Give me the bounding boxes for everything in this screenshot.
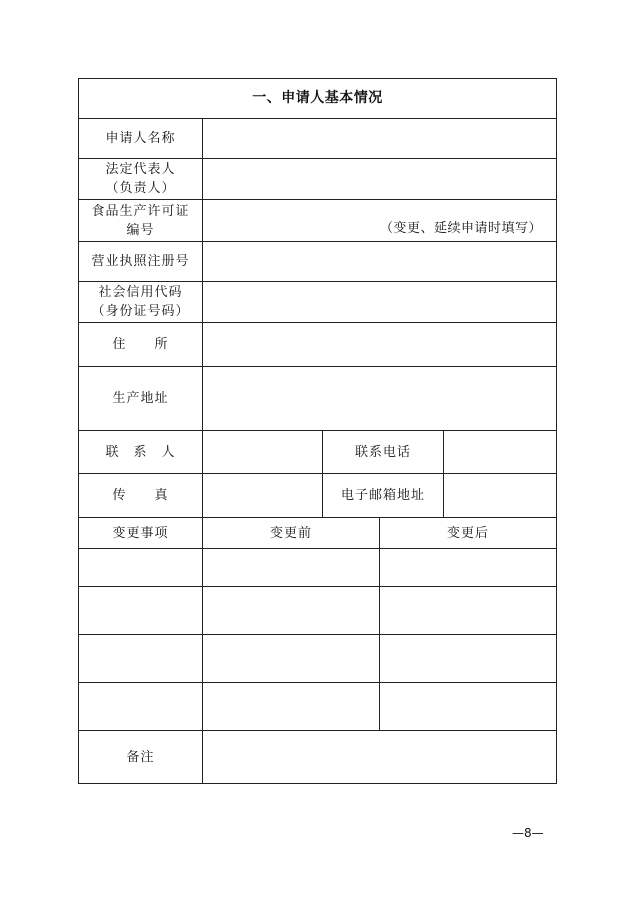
credit-code-label-line1: 社会信用代码: [98, 285, 183, 300]
production-address-label: 生产地址: [79, 367, 203, 430]
changes-after-cell[interactable]: [380, 683, 556, 730]
production-address-value[interactable]: [203, 367, 556, 430]
applicant-name-value[interactable]: [203, 119, 556, 158]
changes-before-header: 变更前: [203, 518, 380, 548]
email-label: 电子邮箱地址: [323, 474, 444, 517]
business-license-label: 营业执照注册号: [79, 242, 203, 281]
legal-rep-label-line2: （负责人）: [105, 181, 176, 196]
legal-rep-value[interactable]: [203, 159, 556, 199]
credit-code-row: [79, 282, 556, 323]
email-value[interactable]: [444, 474, 556, 517]
credit-code-label-line2: （身份证号码）: [91, 304, 190, 319]
license-label: [79, 200, 203, 241]
business-license-row: [79, 242, 556, 282]
changes-item-cell[interactable]: [79, 587, 203, 634]
form-title: 一、申请人基本情况: [252, 90, 383, 106]
production-address-row: [79, 367, 556, 431]
residence-row: [79, 323, 556, 367]
residence-value[interactable]: [203, 323, 556, 366]
changes-after-cell[interactable]: [380, 549, 556, 586]
changes-row: [79, 549, 556, 587]
changes-row: [79, 587, 556, 635]
changes-item-cell[interactable]: [79, 635, 203, 682]
legal-rep-row: [79, 159, 556, 200]
fax-label: 传 真: [79, 474, 203, 517]
fax-value[interactable]: [203, 474, 323, 517]
page-number: —8—: [512, 826, 544, 840]
license-value[interactable]: [203, 200, 556, 241]
credit-code-value[interactable]: [203, 282, 556, 322]
applicant-name-row: [79, 119, 556, 159]
changes-item-cell[interactable]: [79, 549, 203, 586]
changes-after-cell[interactable]: [380, 587, 556, 634]
changes-item-cell[interactable]: [79, 683, 203, 730]
license-label-line2: 编号: [126, 222, 155, 238]
applicant-name-label: 申请人名称: [79, 119, 203, 158]
legal-rep-label: [79, 159, 203, 199]
credit-code-label: [79, 282, 203, 322]
changes-row: [79, 683, 556, 731]
changes-row: [79, 635, 556, 683]
changes-before-cell[interactable]: [203, 587, 380, 634]
changes-before-cell[interactable]: [203, 549, 380, 586]
changes-item-header: 变更事项: [79, 518, 203, 548]
residence-label: 住 所: [79, 323, 203, 366]
phone-value[interactable]: [444, 431, 556, 473]
contact-value[interactable]: [203, 431, 323, 473]
business-license-value[interactable]: [203, 242, 556, 281]
license-label-line1: 食品生产许可证: [91, 203, 190, 219]
phone-label: 联系电话: [323, 431, 444, 473]
changes-after-header: 变更后: [446, 525, 489, 541]
remarks-row: [79, 731, 556, 783]
legal-rep-label-line1: 法定代表人: [105, 162, 176, 177]
changes-before-cell[interactable]: [203, 683, 380, 730]
license-row: [79, 200, 556, 242]
changes-header-row: [79, 518, 556, 549]
fax-row: [79, 474, 556, 518]
changes-before-cell[interactable]: [203, 635, 380, 682]
application-form-table: [78, 78, 557, 784]
license-note: （变更、延续申请时填写）: [379, 221, 542, 236]
remarks-label: 备注: [79, 731, 203, 783]
changes-after-cell[interactable]: [380, 635, 556, 682]
contact-row: [79, 431, 556, 474]
remarks-value[interactable]: [203, 731, 556, 783]
form-title-row: [79, 79, 556, 119]
contact-label: 联 系 人: [79, 431, 203, 473]
